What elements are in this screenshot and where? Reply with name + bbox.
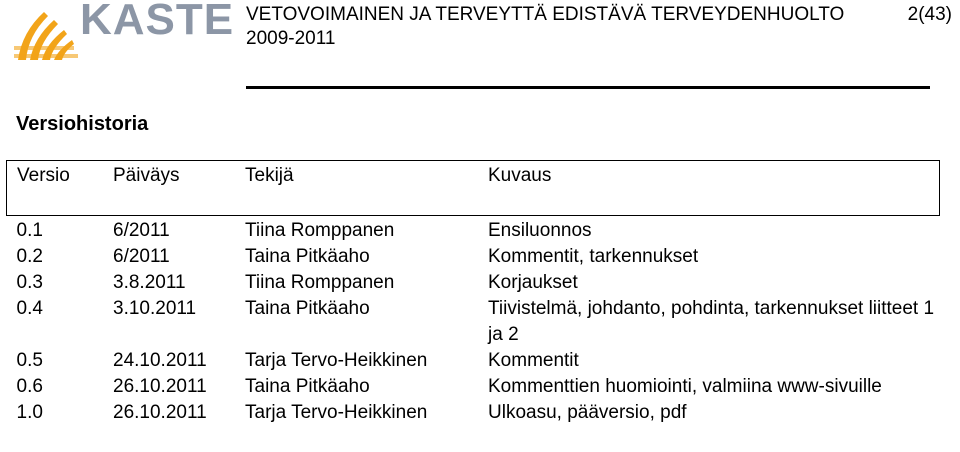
column-header-version: Versio — [7, 161, 104, 216]
section-heading: Versiohistoria — [16, 113, 149, 135]
column-header-author: Tekijä — [235, 161, 478, 216]
table-row — [7, 270, 940, 296]
cell-description: Kommenttien huomiointi, valmiina www-sivuille — [488, 376, 882, 397]
table-row — [7, 400, 940, 426]
table-row — [7, 296, 940, 348]
cell-version: 0.6 — [16, 376, 43, 397]
page-number: 2(43) — [907, 4, 952, 25]
cell-description: Ensiluonnos — [488, 220, 592, 241]
header-divider — [246, 86, 930, 89]
cell-author: Tiina Romppanen — [245, 220, 395, 241]
cell-version: 0.1 — [16, 220, 43, 241]
cell-version: 0.4 — [16, 298, 43, 319]
cell-description: Kommentit, tarkennukset — [488, 246, 699, 267]
cell-author: Tarja Tervo-Heikkinen — [245, 402, 428, 423]
cell-author: Tiina Romppanen — [245, 272, 395, 293]
cell-author: Taina Pitkäaho — [245, 246, 370, 267]
cell-date: 26.10.2011 — [113, 402, 207, 423]
cell-date: 6/2011 — [113, 246, 170, 267]
logo-wordmark: KASTE — [80, 0, 235, 44]
cell-version: 1.0 — [16, 402, 43, 423]
version-history-table — [6, 160, 940, 426]
cell-description: Korjaukset — [488, 272, 578, 293]
column-header-date: Päiväys — [103, 161, 235, 216]
table-row — [7, 216, 940, 245]
table-header-row — [7, 161, 940, 216]
cell-date: 3.8.2011 — [113, 272, 186, 293]
cell-date: 3.10.2011 — [113, 298, 197, 319]
document-header-title: VETOVOIMAINEN JA TERVEYTTÄ EDISTÄVÄ TERVEYDENHUOLTO — [246, 4, 845, 25]
document-header-years: 2009-2011 — [246, 28, 336, 49]
table-row — [7, 244, 940, 270]
cell-author: Tarja Tervo-Heikkinen — [245, 350, 428, 371]
cell-date: 26.10.2011 — [113, 376, 207, 397]
table-row — [7, 348, 940, 374]
cell-date: 24.10.2011 — [113, 350, 207, 371]
column-header-description: Kuvaus — [478, 161, 940, 216]
cell-date: 6/2011 — [113, 220, 170, 241]
cell-version: 0.2 — [16, 246, 43, 267]
cell-author: Taina Pitkäaho — [245, 376, 370, 397]
cell-version: 0.5 — [16, 350, 43, 371]
cell-description: Tiivistelmä, johdanto, pohdinta, tarkennukset liitteet 1 ja 2 — [488, 298, 935, 345]
cell-description: Ulkoasu, pääversio, pdf — [488, 402, 687, 423]
cell-description: Kommentit — [488, 350, 579, 371]
cell-version: 0.3 — [16, 272, 43, 293]
cell-author: Taina Pitkäaho — [245, 298, 370, 319]
table-row — [7, 374, 940, 400]
